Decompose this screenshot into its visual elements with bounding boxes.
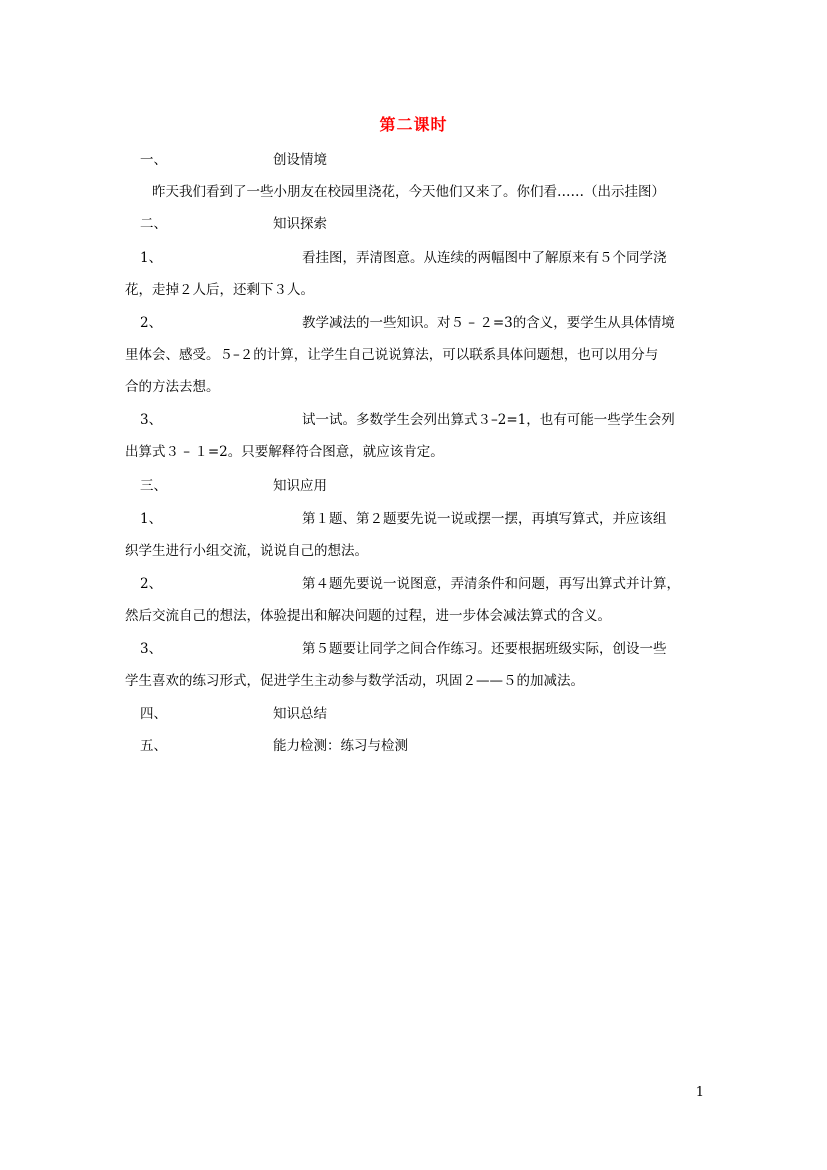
page-number: 1 [695, 1085, 704, 1100]
section-2-heading: 知识探索 [273, 216, 327, 232]
section-3-item-3-line-1: 第５题要让同学之间合作练习。还要根据班级实际，创设一些 [302, 641, 667, 657]
section-2-item-1-line-2: 花，走掉２人后，还剩下３人。 [125, 282, 314, 298]
section-4-number: 四、 [140, 706, 167, 722]
section-3-item-1-line-1: 第１题、第２题要先说一说或摆一摆，再填写算式，并应该组 [302, 511, 667, 527]
section-3-item-2-number: 2、 [140, 576, 163, 592]
section-3-item-1-number: 1、 [140, 511, 163, 527]
section-2-item-2-line-3: 合的方法去想。 [125, 379, 220, 395]
section-2-item-2-line-2: 里体会、感受。５–２的计算，让学生自己说说算法，可以联系具体问题想，也可以用分与 [125, 347, 659, 363]
section-2-item-3-line-2: 出算式３ – １=2。只要解释符合图意，就应该肯定。 [125, 444, 444, 460]
section-2-item-1-line-1: 看挂图，弄清图意。从连续的两幅图中了解原来有５个同学浇 [302, 250, 667, 266]
section-4-heading: 知识总结 [273, 706, 327, 722]
section-2-item-2-line-1: 教学减法的一些知识。对５ – ２=3的含义，要学生从具体情境 [302, 315, 675, 331]
section-3-number: 三、 [140, 478, 167, 494]
section-1-number: 一、 [140, 152, 167, 168]
section-2-item-1-number: 1、 [140, 250, 163, 266]
section-3-item-3-line-2: 学生喜欢的练习形式，促进学生主动参与数学活动，巩固２——５的加减法。 [125, 673, 584, 689]
section-5-heading: 能力检测：练习与检测 [273, 738, 408, 754]
section-2-item-3-number: 3、 [140, 412, 163, 428]
section-2-number: 二、 [140, 216, 167, 232]
page-title: 第二课时 [379, 115, 448, 134]
section-2-item-3-line-1: 试一试。多数学生会列出算式３–2=1，也有可能一些学生会列 [302, 412, 675, 428]
section-3-item-3-number: 3、 [140, 641, 163, 657]
section-2-item-2-number: 2、 [140, 315, 163, 331]
section-3-item-1-line-2: 织学生进行小组交流，说说自己的想法。 [125, 543, 368, 559]
section-1-heading: 创设情境 [273, 152, 327, 168]
section-3-heading: 知识应用 [273, 478, 327, 494]
section-1-text: 昨天我们看到了一些小朋友在校园里浇花，今天他们又来了。你们看……（出示挂图） [152, 184, 665, 200]
section-5-number: 五、 [140, 738, 167, 754]
section-3-item-2-line-2: 然后交流自己的想法，体验提出和解决问题的过程，进一步体会减法算式的含义。 [125, 608, 611, 624]
section-3-item-2-line-1: 第４题先要说一说图意，弄清条件和问题，再写出算式并计算， [302, 576, 680, 592]
